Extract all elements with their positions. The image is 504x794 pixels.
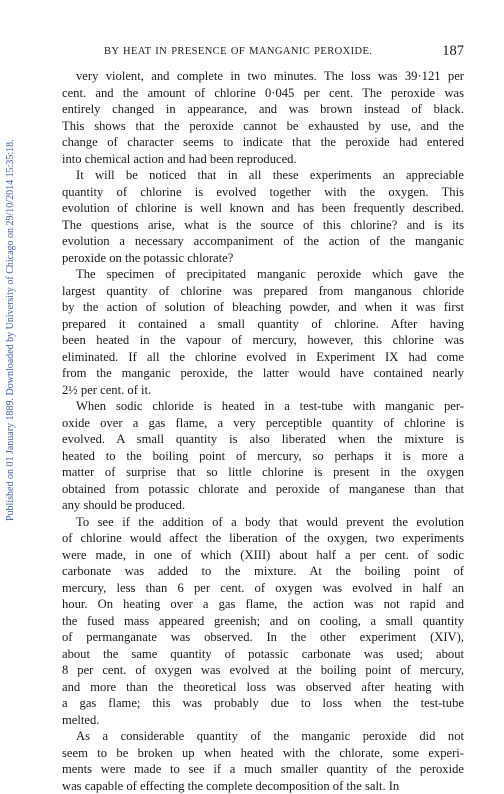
text-line: obtained from potassic chlorate and peroxide of manganese than that bbox=[62, 481, 464, 498]
text-line: The questions arise, what is the source of this chlorine? and is its bbox=[62, 217, 464, 234]
body-text bbox=[62, 68, 464, 794]
text-line: When sodic chloride is heated in a test-tube with manganic per- bbox=[62, 398, 464, 415]
text-line: 8 per cent. of oxygen was evolved at the boiling point of mercury, bbox=[62, 662, 464, 679]
text-line: and more than the theoretical loss was observed after heating with bbox=[62, 679, 464, 696]
text-line: As a considerable quantity of the manganic peroxide did not bbox=[62, 728, 464, 745]
text-line: entirely changed in appearance, and was brown instead of black. bbox=[62, 101, 464, 118]
publication-download-note: Published on 01 January 1889. Downloaded by University of Chicago on 29/10/2014 15:35:18. bbox=[3, 70, 19, 590]
paragraph bbox=[62, 266, 464, 398]
text-line: matter of surprise that so little chlorine is present in the oxygen bbox=[62, 464, 464, 481]
page-number: 187 bbox=[442, 43, 464, 60]
text-line: the fused mass appeared greenish; and on cooling, a small quantity bbox=[62, 613, 464, 630]
page-header bbox=[62, 44, 464, 64]
text-line: evolved. A small quantity is also liberated when the mixture is bbox=[62, 431, 464, 448]
text-line: quantity of chlorine is evolved together with the oxygen. This bbox=[62, 184, 464, 201]
text-line: evolution a necessary accompaniment of the action of the manganic bbox=[62, 233, 464, 250]
text-line: eliminated. If all the chlorine evolved in Experiment IX had come bbox=[62, 349, 464, 366]
paragraph bbox=[62, 68, 464, 167]
text-line: by the action of solution of bleaching powder, and when it was first bbox=[62, 299, 464, 316]
text-line: any should be produced. bbox=[62, 497, 464, 514]
text-line: 2½ per cent. of it. bbox=[62, 382, 464, 399]
text-line: a gas flame; this was probably due to loss when the test-tube bbox=[62, 695, 464, 712]
text-line: from the manganic peroxide, the latter would have contained nearly bbox=[62, 365, 464, 382]
text-line: The specimen of precipitated manganic peroxide which gave the bbox=[62, 266, 464, 283]
text-line: oxide over a gas flame, a very perceptible quantity of chlorine is bbox=[62, 415, 464, 432]
text-line: very violent, and complete in two minutes. The loss was 39·121 per bbox=[62, 68, 464, 85]
text-line: were made, in one of which (XIII) about half a per cent. of sodic bbox=[62, 547, 464, 564]
text-line: cent. and the amount of chlorine 0·045 per cent. The peroxide was bbox=[62, 85, 464, 102]
text-line: been heated in the vapour of mercury, however, this chlorine was bbox=[62, 332, 464, 349]
text-line: hour. On heating over a gas flame, the action was not rapid and bbox=[62, 596, 464, 613]
text-line: of chlorine would affect the liberation of the oxygen, two experiments bbox=[62, 530, 464, 547]
text-line: carbonate was added to the mixture. At the boiling point of bbox=[62, 563, 464, 580]
paragraph bbox=[62, 728, 464, 794]
text-line: largest quantity of chlorine was prepared from manganous chloride bbox=[62, 283, 464, 300]
text-line: mercury, less than 6 per cent. of oxygen was evolved in half an bbox=[62, 580, 464, 597]
text-line: seem to be broken up when heated with the chlorate, some experi- bbox=[62, 745, 464, 762]
paragraph bbox=[62, 167, 464, 266]
text-line: It will be noticed that in all these experiments an appreciable bbox=[62, 167, 464, 184]
text-line: into chemical action and had been reproduced. bbox=[62, 151, 464, 168]
text-line: heated to the boiling point of mercury, so perhaps it is more a bbox=[62, 448, 464, 465]
text-line: melted. bbox=[62, 712, 464, 729]
text-line: evolution of chlorine is well known and has been frequently described. bbox=[62, 200, 464, 217]
paragraph bbox=[62, 514, 464, 729]
text-line: This shows that the peroxide cannot be exhausted by use, and the bbox=[62, 118, 464, 135]
running-title: BY HEAT IN PRESENCE OF MANGANIC PEROXIDE. bbox=[104, 46, 372, 57]
text-line: peroxide on the potassic chlorate? bbox=[62, 250, 464, 267]
text-line: ments were made to see if a much smaller quantity of the peroxide bbox=[62, 761, 464, 778]
text-line: To see if the addition of a body that would prevent the evolution bbox=[62, 514, 464, 531]
text-line: about the same quantity of potassic carbonate was used; about bbox=[62, 646, 464, 663]
text-line: prepared it contained a small quantity of chlorine. After having bbox=[62, 316, 464, 333]
paragraph bbox=[62, 398, 464, 514]
text-line: change of character seems to indicate that the peroxide had entered bbox=[62, 134, 464, 151]
text-line: was capable of effecting the complete decomposition of the salt. In bbox=[62, 778, 464, 794]
text-line: of permanganate was observed. In the other experiment (XIV), bbox=[62, 629, 464, 646]
